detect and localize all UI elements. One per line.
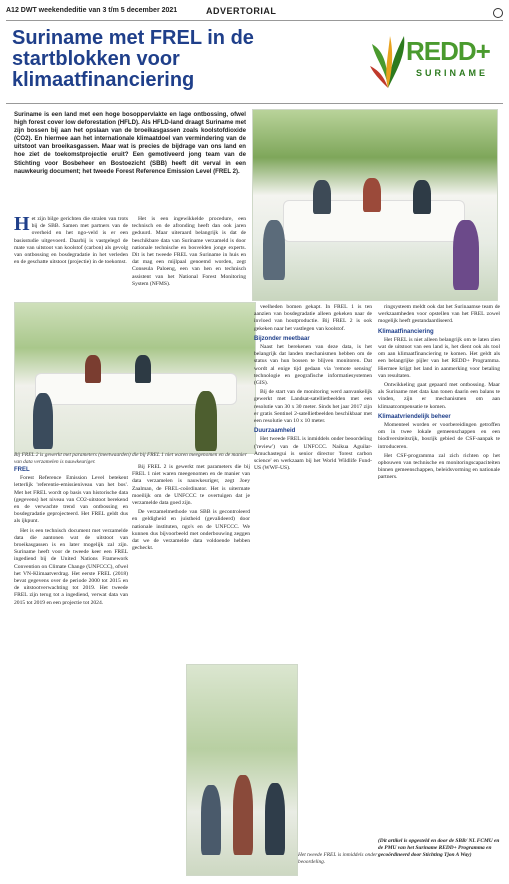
section-heading: FREL (14, 467, 30, 473)
redd-logo (368, 26, 498, 96)
divider (6, 103, 503, 104)
person-figure (263, 220, 285, 280)
paragraph: Naast het berekenen van deze data, is het belangrijk dat landen mechanismen hebben om de status van hun bossen te blijven monitoren. Dat wordt al enige tijd gedaan via 'remote sensing' technologie en geografische informatiesystemen (GIS). (254, 344, 372, 387)
paragraph: Bij de start van de monitoring werd aanvankelijk gewerkt met Landsat-satellietbeelden met een resolutie van 30 x 30 meter. Sinds het jaar 2017 zijn er gratis Sentinel 2-satellietbeelden beschikbaar met een resolutie van 10 x 10 meter. (254, 389, 372, 425)
person-figure (413, 180, 431, 214)
person-figure (313, 180, 331, 214)
group-photo (186, 664, 298, 876)
paragraph: De verzamelmethode van SBB is gecontroleerd en geldigheid en juistheid (gevalideerd) door nationale instituten, ngo's en de UNFCCC. We kunnen dus bijvoorbeeld met onderbouwing zeggen dat we de verzamelde data voldoende hebben gecheckt. (132, 509, 250, 552)
paragraph: Het is een ingewikkelde procedure, een technisch en de afronding heeft dan ook jaren geduurd. Maar uiteraard belangrijk is dat de beschikbare data van Suriname verzameld is door nationale technische en bosvelden jonge experts. Dit is het tweede FREL van Suriname in huis en dat mag een mijlpaal genoemd worden, zegt Conseula Paloeng, een van hen en technisch assistent van het National Forest Monitoring System (NFMS). (132, 216, 246, 287)
paragraph: Het CSF-programma zal zich richten op het opbouwen van technische en monitoringscapaciteiten binnen gemeenschappen, beleidsvorming en nationale partners. (378, 452, 500, 481)
leaf-logo-icon (368, 30, 408, 90)
column-right (378, 304, 500, 874)
paragraph: ringsysteem meldt ook dat het Surinaamse team de werkzaamheden voor opstellen van het FREL zowel mogelijk heeft gestandaardiseerd. (378, 304, 500, 325)
section-heading: Bijzonder meetbaar (254, 335, 310, 342)
column-left-lower-b (132, 464, 250, 664)
page-header (6, 6, 503, 21)
article-credit: (Dit artikel is opgesteld en door de SBB/ NL FCMU en de PMU van het Suriname REDD+ Programma en gecoördineerd door Stichting Tjon A Way) (378, 838, 500, 858)
person-figure (85, 355, 101, 383)
lead-paragraph: Suriname is een land met een hoge bosoppervlakte en lage ontbossing, ofwel high forest cover low deforestation (HFLD). Als HFLD-land draagt Suriname met zijn bossen bij aan het opslaan van de broeikasgassen zoals koolstofdioxide (CO2). En hiermee aan het internationale klimaatdoel van vermindering van de uitstoot van broeikasgassen. Maar wat is precies de bijdrage van ons land en hoe ziet de toekomstprojectie eruit? Een gemotiveerd jong team van de Stichting voor Bosbeheer en Bostoezicht (SBB) heeft dit verval in een nauwkeurig document; het tweede Forest Reference Emission Level (FREL 2). (14, 111, 246, 175)
column-intro-2 (132, 216, 246, 302)
section-heading: Duurzaamheid (254, 428, 296, 435)
newspaper-page (6, 6, 503, 874)
person-figure (453, 220, 479, 290)
paragraph: Forest Reference Emission Level betekent letterlijk 'referentie-emissieniveau van het bos'. Met het FREL wordt op basis van historische data (gegevens) het niveau van CO2-uitstoot berekend en de verwachte trend van ontbossing en bosdegradatie geprojecteerd. Het FREL geldt dus als ijkpunt. (14, 475, 128, 525)
paragraph: Het tweede FREL is inmiddels onder beoordeling ('review') van de UNFCCC. Naikua Aguilar-Amuchastegui is senior director 'forest carbon science' en werkzaam bij het World Wildlife Fund-US (WWF-US). (254, 436, 372, 472)
logo-word: REDD+ (406, 36, 490, 66)
person-figure (201, 785, 221, 855)
paragraph: Het is een technisch document met verzamelde data die aantonen wat de uitstoot van broeikasgassen is en later mogelijk zal zijn. Suriname heeft voor de tweede keer een FREL ingediend bij de United Nations Framework Convention on Climate Change (UNFCCC), ofwel het VN-Klimaatverdrag. Het eerste FREL (2018) bevat gegevens over de periode 2000 tot 2015 en de uitstootverwachting tot 2019. Het tweede FREL zijn terug tot a ingediend, verwat data van 2015 tot 2019 en een projectie tot 2024. (14, 527, 128, 606)
registration-mark-icon (493, 8, 503, 18)
column-frel (14, 464, 128, 884)
person-figure (265, 783, 285, 855)
photo-caption: Bij FREL 2 is gewerkt met parameters (meetwaarden) die bij FREL 1 niet waren meegenomen en de manier van data verzamelen is nauwkeuriger. (14, 452, 247, 465)
section-label: ADVERTORIAL (206, 6, 277, 16)
person-figure (195, 391, 217, 451)
photo-caption: Het tweede FREL is inmiddels onder beoordeling. (298, 852, 378, 865)
paragraph: Ontwikkeling gaat gepaard met ontbossing. Maar als Suriname met data kan tonen daarin een balans te vinden, zijn er mechanismen om aan klimaatcompensatie te komen. (378, 382, 500, 410)
section-heading: Klimaatfinanciering (378, 328, 434, 335)
paragraph: Het FREL is niet alleen belangrijk om te laten zien wat de uitstoot van een land is, het dient ook als tool om aan klimaatfinanciering te komen. Het geldt als een belangrijke pijler van het REDD+ Programma. Hiermee krijgt het land in aanmerking voor betaling van resultaten. (378, 336, 500, 379)
page-reference: A12 DWT weekendeditie van 3 t/m 5 december 2021 (6, 7, 178, 14)
headline: Suriname met FREL in de startblokken voor klimaatfinanciering (12, 27, 254, 91)
meeting-photo (252, 109, 498, 301)
person-figure (233, 775, 253, 855)
logo-subtitle: SURINAME (416, 68, 489, 78)
dropcap: H (14, 213, 30, 235)
paragraph: Momenteel worden er voorbereidingen getroffen om in twee lokale gemeenschappen en een biodiversiteitsrijk, bosrijk gebied de CSF-aanpak te introduceren. (378, 422, 500, 450)
column-intro (14, 213, 128, 302)
column-middle (254, 304, 372, 664)
person-figure (33, 393, 53, 449)
person-figure (363, 178, 381, 212)
section-heading: Klimaatvriendelijk beheer (378, 413, 451, 420)
paragraph: Bij FREL 2 is gewerkt met parameters die bij FREL 1 niet waren meegenomen en de manier van data verzamelen is nauwkeuriger, zegt Joey Zaalman, de FREL-coördinator. Het is uitermate moeilijk om de UNFCCC te overtuigen dat je verzamelde data goed zijn. (132, 464, 250, 507)
paragraph: veelheden bomen gekapt. In FREL 1 is ten aanzien van bosdegradatie alleen gekeken naar de invloed van houtproductie. Bij FREL 2 is ook gekeken naar het vastlegen van koolstof. (254, 304, 372, 332)
intro-text: et zijn bilge gerichten die stralen van trots bij de SBB. Samen met partners van de overheid en het ngo-veld is er een basisstudie uitgevoerd. Daarbij is vastgelegd de mate van uitstoot van koolstof (carbon) als gevolg van ontbossing en bosdegradatie in het verleden en de geschatte uitstoot (projectie) in de toekomst. (14, 216, 128, 266)
person-figure (135, 355, 151, 383)
workshop-photo (14, 302, 256, 454)
